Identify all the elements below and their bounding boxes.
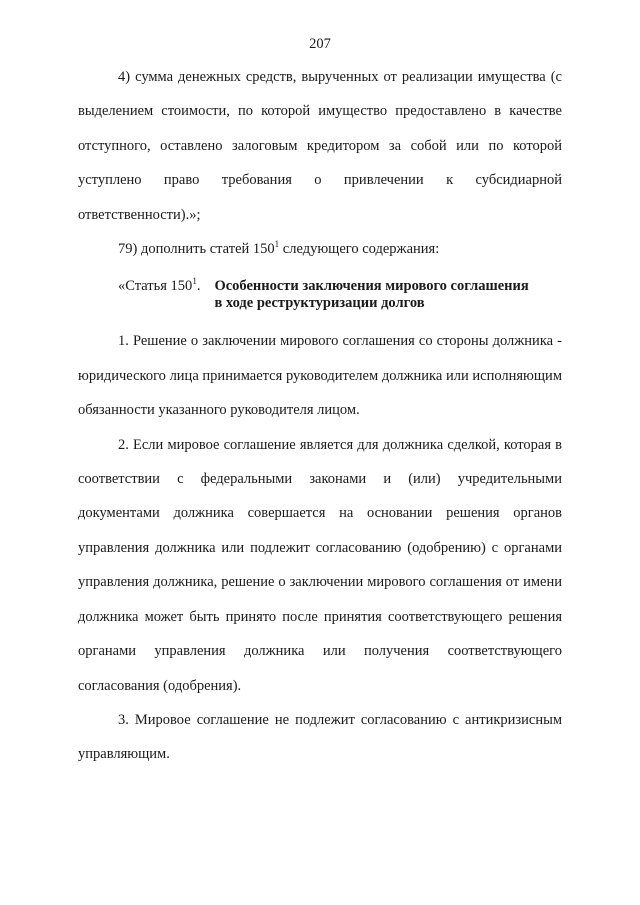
amendment-text-after: следующего содержания: <box>279 241 440 258</box>
article-title-line-2: в ходе реструктуризации долгов <box>214 295 425 312</box>
document-body <box>78 60 562 772</box>
article-label <box>118 278 214 312</box>
page-number: 207 <box>309 36 331 52</box>
article-label-dot: . <box>196 278 201 295</box>
paragraph-clause-3: 3. Мировое соглашение не подлежит согласованию с антикризисным управляющим. <box>78 711 562 763</box>
paragraph-clause-1: 1. Решение о заключении мирового соглашения со стороны должника - юридического лица принимается руководителем должника или исполняющим обязанности указанного руководителя лицом. <box>78 333 562 419</box>
article-label-superscript: 1 <box>192 276 197 287</box>
article-title-line-1: Особенности заключения мирового соглашения <box>214 278 529 295</box>
paragraph-amendment-79 <box>78 232 562 266</box>
paragraph-clause-2: 2. Если мировое соглашение является для должника сделкой, которая в соответствии с федеральными законами и (или) учредительными документами должника совершается на основании решения органов управления должника или подлежит согласованию (одобрению) с органами управления должника, решение о заключении мирового соглашения от имени должника может быть принято после принятия соответствующего решения органами управления должника или получения соответствующего согласования (одобрения). <box>78 436 562 694</box>
paragraph-item-4: 4) сумма денежных средств, вырученных от реализации имущества (с выделением стоимости, по которой имущество предоставлено в качестве отступного, оставлено залоговым кредитором за собой или по которой уступлено право требования о привлечении к субсидиарной ответственности).»; <box>78 69 562 223</box>
article-title <box>214 278 528 312</box>
article-label-text: «Статья 150 <box>118 278 193 295</box>
amendment-superscript: 1 <box>274 239 280 250</box>
amendment-text-before: 79) дополнить статей 150 <box>118 241 275 258</box>
article-heading <box>78 278 562 312</box>
